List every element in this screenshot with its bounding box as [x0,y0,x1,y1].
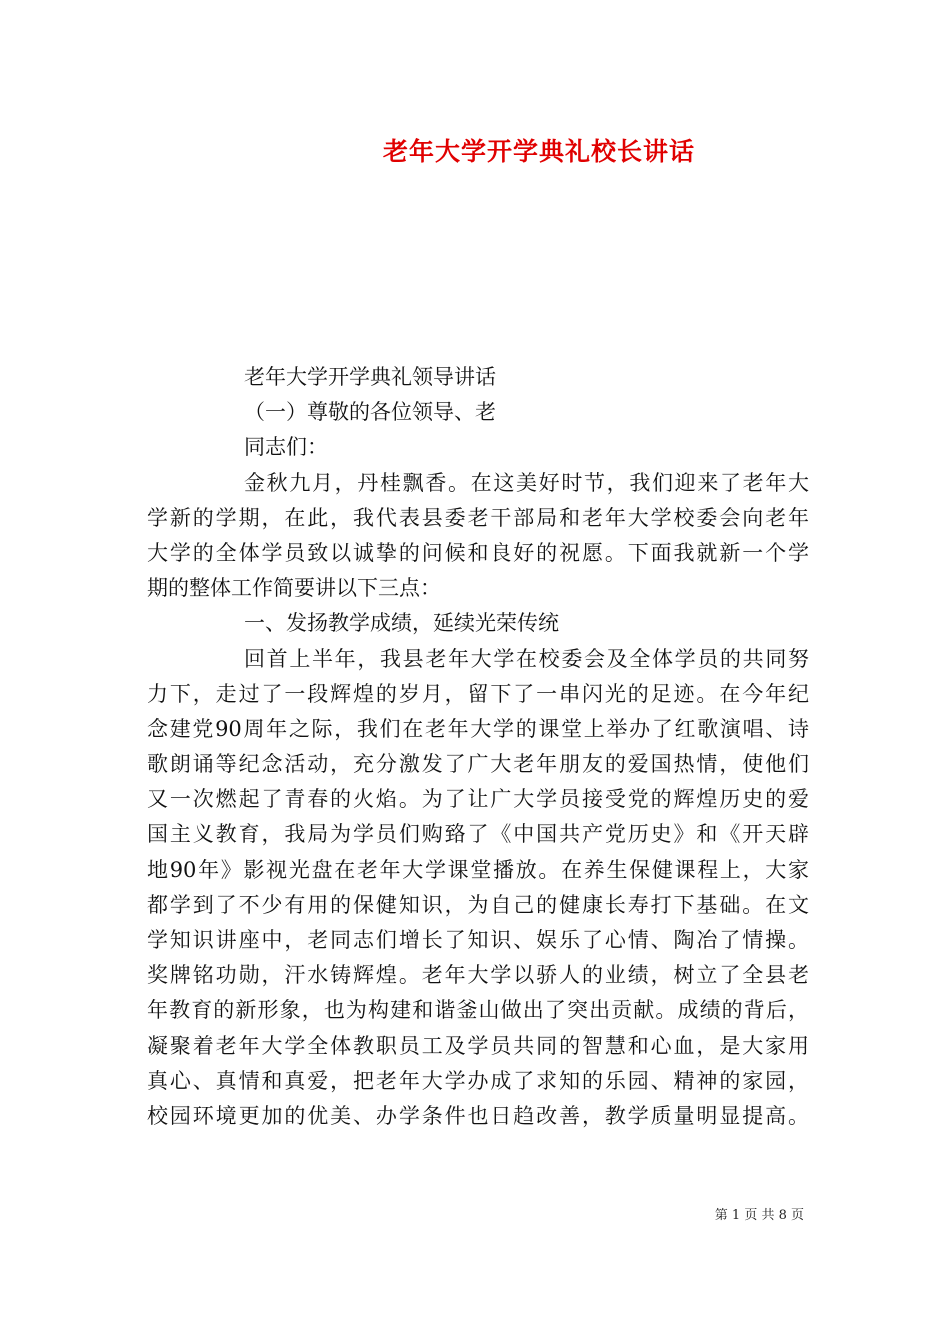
body-line: 真心、真情和真爱，把老年大学办成了求知的乐园、精神的家园， [147,1068,809,1093]
body-line: 都学到了不少有用的保健知识，为自己的健康长寿打下基础。在文 [147,892,809,917]
body-line: 奖牌铭功勋，汗水铸辉煌。老年大学以骄人的业绩，树立了全县老 [147,963,809,988]
body-line: 地90年》影视光盘在老年大学课堂播放。在养生保健课程上，大家 [147,857,809,882]
body-line: 歌朗诵等纪念活动，充分激发了广大老年朋友的爱国热情，使他们 [147,752,809,777]
body-line: 老年大学开学典礼领导讲话 [244,365,496,389]
body-line: （一）尊敬的各位领导、老 [244,400,496,425]
body-line: 学知识讲座中，老同志们增长了知识、娱乐了心情、陶冶了情操。 [147,928,809,952]
body-line: 期的整体工作简要讲以下三点： [147,576,441,601]
body-line: 大学的全体学员致以诚挚的问候和良好的祝愿。下面我就新一个学 [147,540,809,565]
body-line: 力下，走过了一段辉煌的岁月，留下了一串闪光的足迹。在今年纪 [147,681,809,706]
body-line: 学新的学期，在此，我代表县委老干部局和老年大学校委会向老年 [147,505,809,530]
body-line: 凝聚着老年大学全体教职员工及学员共同的智慧和心血，是大家用 [147,1033,809,1058]
body-line: 念建党90周年之际，我们在老年大学的课堂上举办了红歌演唱、诗 [147,716,809,741]
body-line: 金秋九月，丹桂飘香。在这美好时节，我们迎来了老年大 [244,470,809,495]
document-body [147,360,809,1134]
body-line: 同志们： [244,435,328,460]
body-line: 回首上半年，我县老年大学在校委会及全体学员的共同努 [244,646,809,671]
body-line: 校园环境更加的优美、办学条件也日趋改善，教学质量明显提高。 [147,1103,809,1128]
page-number: 第 1 页 共 8 页 [714,1208,804,1223]
body-line: 又一次燃起了青春的火焰。为了让广大学员接受党的辉煌历史的爱 [147,787,809,812]
document-title: 老年大学开学典礼校长讲话 [382,137,695,166]
body-line: 国主义教育，我局为学员们购臵了《中国共产党历史》和《开天辟 [147,822,809,847]
section-heading: 一、发扬教学成绩，延续光荣传统 [244,611,559,636]
body-line: 年教育的新形象，也为构建和谐釜山做出了突出贡献。成绩的背后， [147,998,809,1023]
